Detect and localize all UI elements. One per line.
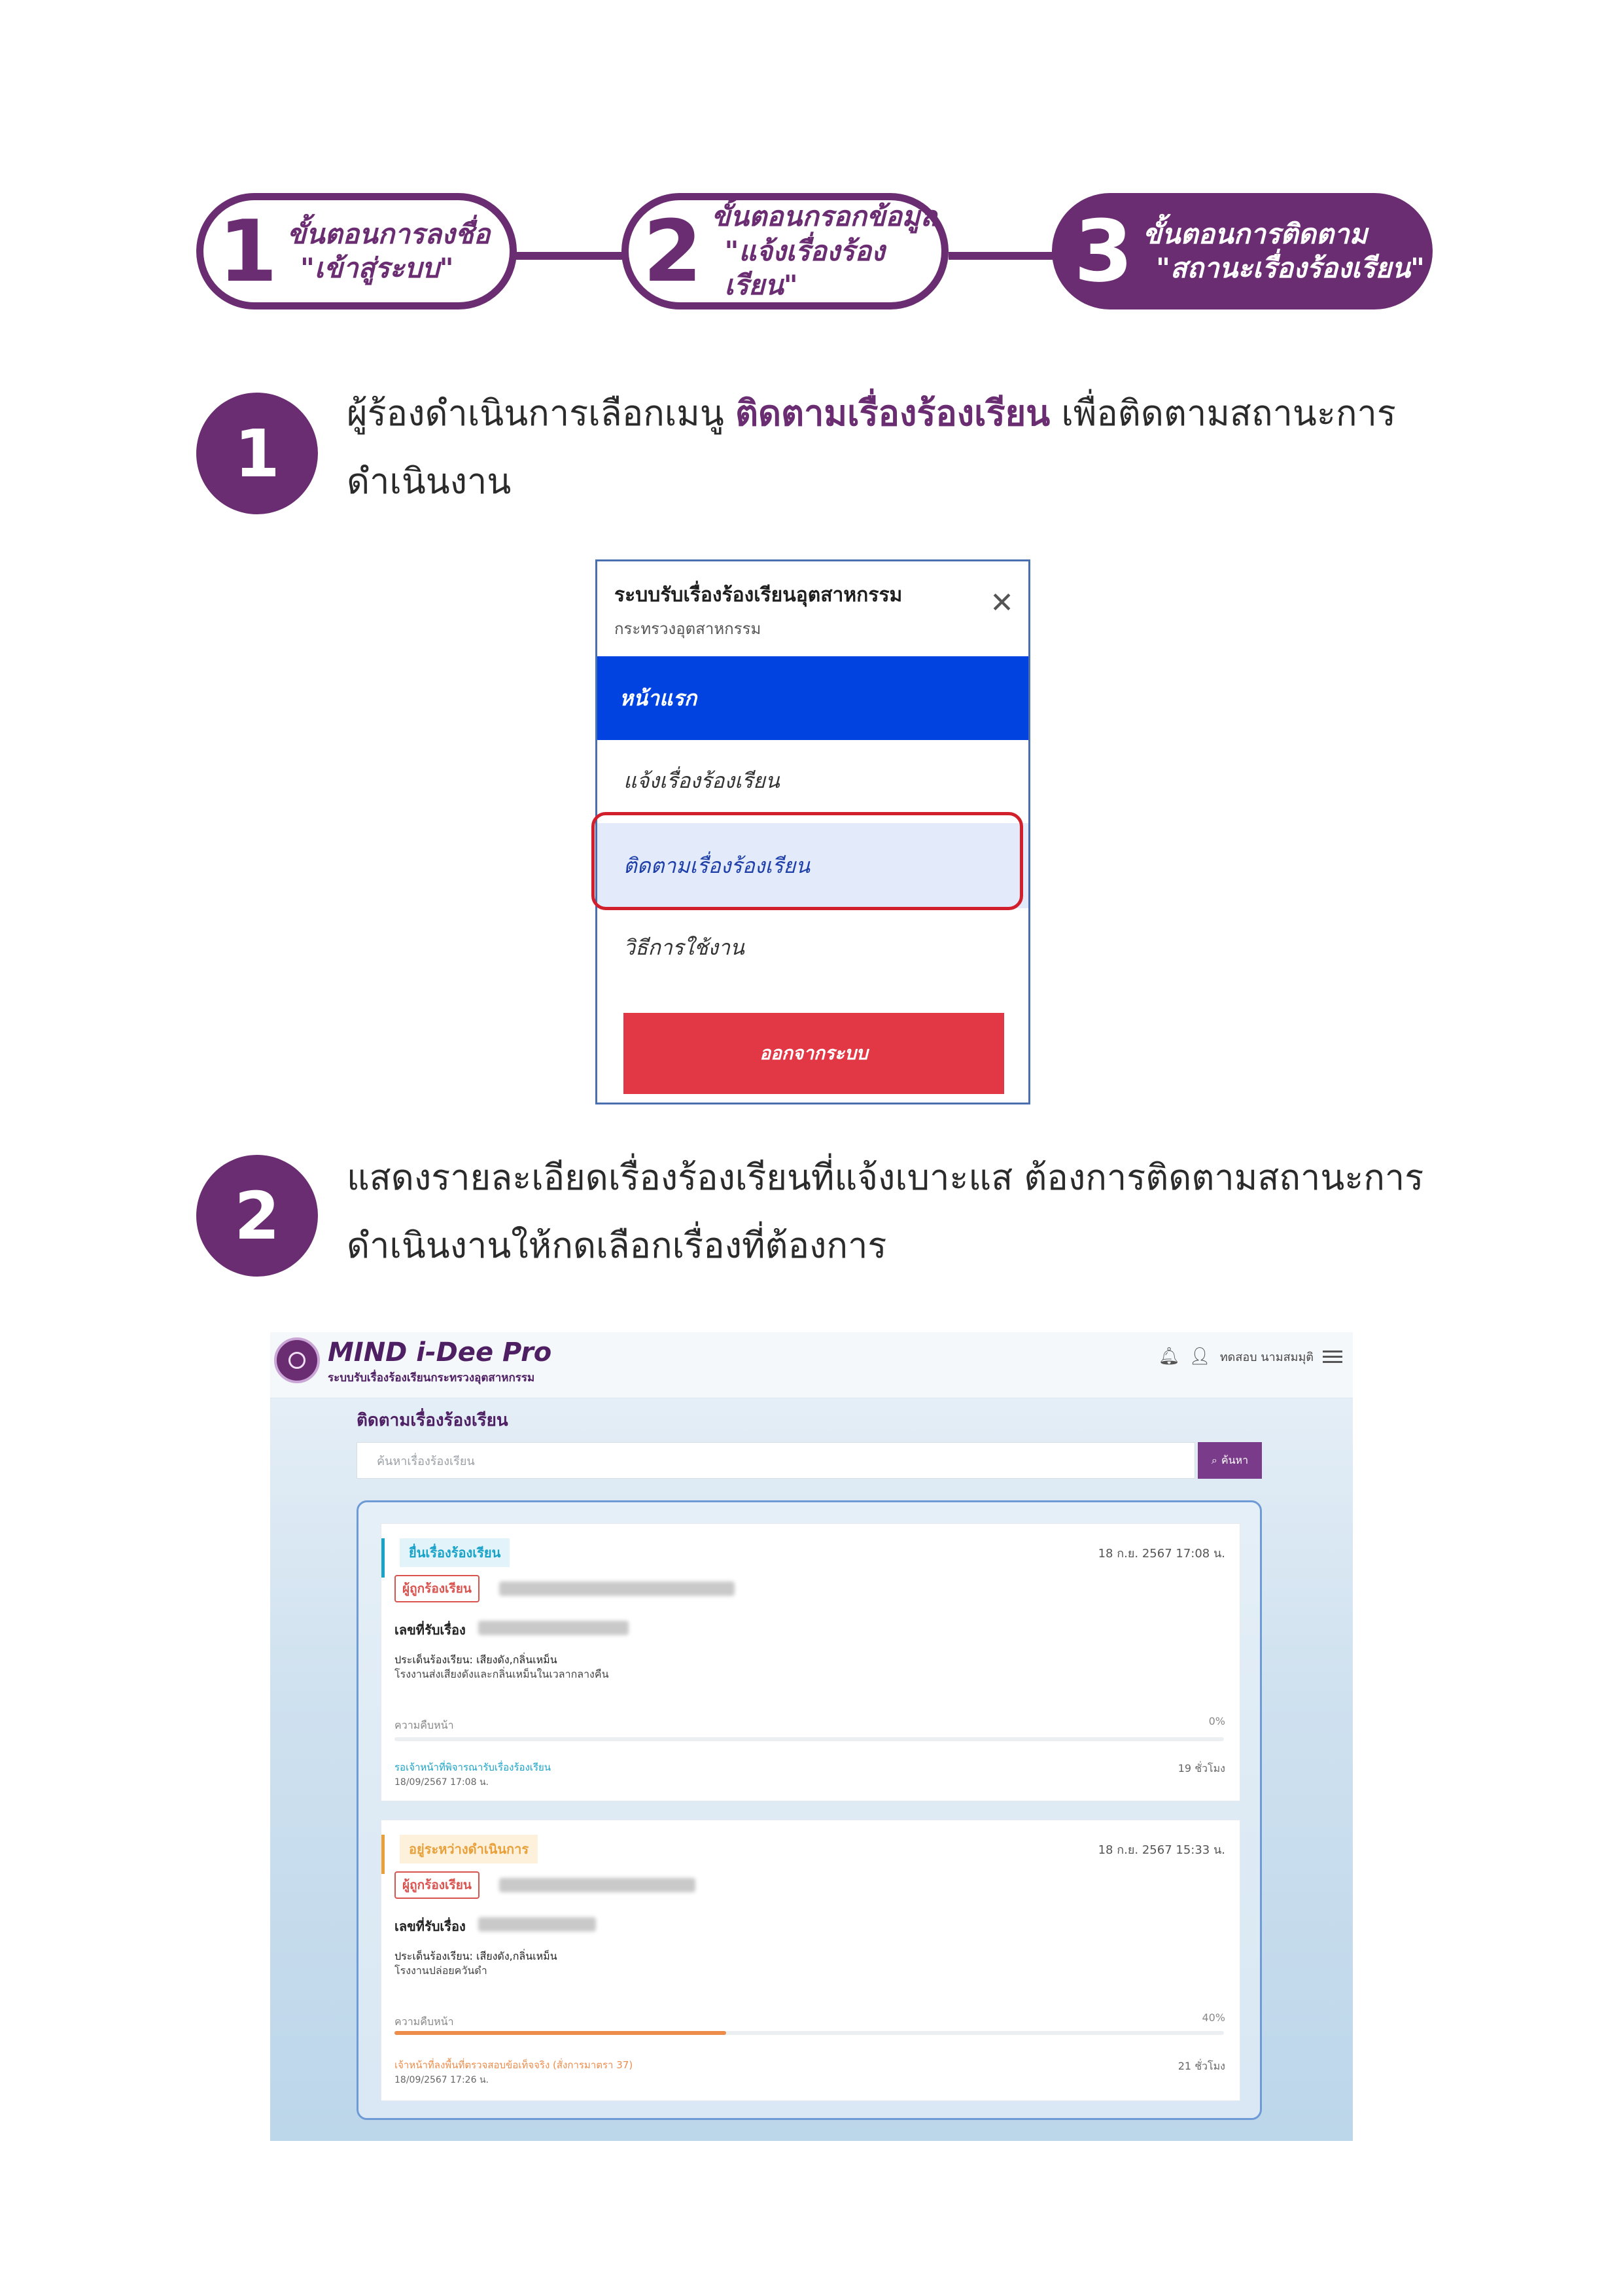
instruction-text: เพื่อติดตามสถานะการ xyxy=(1050,393,1396,434)
menu-subtitle: กระทรวงอุตสาหกรรม xyxy=(614,620,761,638)
complaint-date: 18 ก.ย. 2567 17:08 น. xyxy=(1098,1547,1225,1561)
status-detail: รอเจ้าหน้าที่พิจารณารับเรื่องร้องเรียน xyxy=(394,1761,551,1773)
step-number: 3 xyxy=(1073,202,1134,301)
page-title: ติดตามเรื่องร้องเรียน xyxy=(357,1411,508,1430)
menu-item-track[interactable]: ติดตามเรื่องร้องเรียน xyxy=(597,823,1028,908)
complaint-description: โรงงานปล่อยควันดำ xyxy=(394,1964,487,1977)
ministry-logo xyxy=(274,1337,320,1383)
search-icon: ⌕ xyxy=(1211,1454,1217,1466)
progress-label: ความคืบหน้า xyxy=(394,1719,454,1731)
instruction-1-line2: ดำเนินงาน xyxy=(347,461,512,502)
status-date: 18/09/2567 17:08 น. xyxy=(394,1777,489,1788)
search-input[interactable]: ค้นหาเรื่องร้องเรียน xyxy=(357,1442,1195,1479)
step-label xyxy=(287,217,490,286)
step-connector xyxy=(510,252,628,260)
app-brand-subtitle: ระบบรับเรื่องร้องเรียนกระทรวงอุตสาหกรรม xyxy=(328,1371,535,1385)
progress-percent: 0% xyxy=(1208,1715,1225,1727)
step-number: 2 xyxy=(643,202,703,301)
app-header xyxy=(270,1332,1353,1398)
menu-item-howto[interactable]: วิธีการใช้งาน xyxy=(623,935,744,960)
step-connector xyxy=(949,252,1053,260)
step-label-line2: "เข้าสู่ระบบ" xyxy=(300,252,454,284)
step-progress xyxy=(196,193,1433,317)
step-label xyxy=(711,200,941,303)
status-bar xyxy=(381,1538,385,1578)
elapsed-time: 21 ชั่วโมง xyxy=(1178,2060,1225,2072)
menu-icon[interactable] xyxy=(1323,1347,1342,1366)
accused-tag: ผู้ถูกร้องเรียน xyxy=(394,1575,480,1602)
progress-track xyxy=(394,1737,1224,1741)
status-date: 18/09/2567 17:26 น. xyxy=(394,2075,489,2085)
app-screenshot xyxy=(270,1332,1353,2141)
complaint-description: โรงงานส่งเสียงดังและกลิ่นเหม็นในเวลากลางคืน xyxy=(394,1668,609,1680)
menu-item-report[interactable]: แจ้งเรื่องร้องเรียน xyxy=(623,768,780,793)
complaint-list xyxy=(357,1500,1262,2120)
step-1-pill xyxy=(196,193,517,309)
step-label xyxy=(1143,217,1425,286)
highlight-frame xyxy=(591,812,1023,910)
progress-fill xyxy=(394,2031,726,2035)
step-label-line1: ขั้นตอนกรอกข้อมูล xyxy=(711,200,937,233)
complaint-date: 18 ก.ย. 2567 15:33 น. xyxy=(1098,1843,1225,1857)
status-badge: ยื่นเรื่องร้องเรียน xyxy=(400,1538,510,1567)
reference-label: เลขที่รับเรื่อง xyxy=(394,1918,466,1934)
redacted-reference-number xyxy=(478,1621,629,1635)
instruction-number-1: 1 xyxy=(196,393,318,514)
instruction-1-line1 xyxy=(347,380,1459,448)
status-bar xyxy=(381,1835,385,1874)
complaint-topic: ประเด็นร้องเรียน: เสียงดัง,กลิ่นเหม็น xyxy=(394,1653,557,1666)
progress-track xyxy=(394,2031,1224,2035)
reference-label: เลขที่รับเรื่อง xyxy=(394,1622,466,1638)
redacted-accused-name xyxy=(499,1878,695,1892)
status-badge: อยู่ระหว่างดำเนินการ xyxy=(400,1835,538,1863)
complaint-card[interactable] xyxy=(381,1820,1240,2101)
progress-percent: 40% xyxy=(1202,2011,1225,2024)
step-label-line2: "แจ้งเรื่องร้องเรียน" xyxy=(724,234,885,302)
step-3-pill-active xyxy=(1052,193,1433,309)
redacted-accused-name xyxy=(499,1581,735,1596)
header-actions xyxy=(1159,1347,1342,1366)
step-2-pill xyxy=(621,193,949,309)
app-brand: MIND i-Dee Pro xyxy=(328,1337,552,1368)
instruction-2-line1: แสดงรายละเอียดเรื่องร้องเรียนที่แจ้งเบาะแส ต้องการติดตามสถานะการ xyxy=(347,1157,1424,1198)
instruction-number-2: 2 xyxy=(196,1155,318,1277)
instruction-text: ผู้ร้องดำเนินการเลือกเมนู xyxy=(347,393,735,434)
progress-label: ความคืบหน้า xyxy=(394,2015,454,2028)
close-icon[interactable]: ✕ xyxy=(990,586,1014,620)
instruction-highlight: ติดตามเรื่องร้องเรียน xyxy=(735,393,1051,434)
menu-header xyxy=(614,580,902,641)
instruction-1-text xyxy=(347,380,1459,516)
complaint-card[interactable] xyxy=(381,1523,1240,1801)
complaint-topic: ประเด็นร้องเรียน: เสียงดัง,กลิ่นเหม็น xyxy=(394,1950,557,1962)
search-button[interactable] xyxy=(1198,1442,1262,1479)
user-name[interactable]: ทดสอบ นามสมมุติ xyxy=(1219,1350,1314,1364)
logout-button[interactable]: ออกจากระบบ xyxy=(623,1013,1004,1094)
status-detail: เจ้าหน้าที่ลงพื้นที่ตรวจสอบข้อเท็จจริง (สั่งการมาตรา 37) xyxy=(394,2059,633,2071)
user-icon[interactable]: 👤︎ xyxy=(1189,1347,1211,1366)
step-number: 1 xyxy=(218,202,278,301)
step-label-line1: ขั้นตอนการลงชื่อ xyxy=(287,217,491,250)
step-label-line2: "สถานะเรื่องร้องเรียน" xyxy=(1156,252,1425,284)
elapsed-time: 19 ชั่วโมง xyxy=(1178,1762,1225,1775)
menu-title: ระบบรับเรื่องร้องเรียนอุตสาหกรรม xyxy=(614,584,903,607)
search-button-label: ค้นหา xyxy=(1221,1453,1249,1466)
menu-item-home[interactable]: หน้าแรก xyxy=(597,656,1028,740)
bell-icon[interactable]: 🔔︎ xyxy=(1158,1347,1180,1366)
instruction-2-text xyxy=(347,1144,1459,1280)
accused-tag: ผู้ถูกร้องเรียน xyxy=(394,1871,480,1899)
instruction-2-line2: ดำเนินงานให้กดเลือกเรื่องที่ต้องการ xyxy=(347,1225,887,1266)
step-label-line1: ขั้นตอนการติดตาม xyxy=(1143,217,1368,250)
redacted-reference-number xyxy=(478,1917,596,1932)
